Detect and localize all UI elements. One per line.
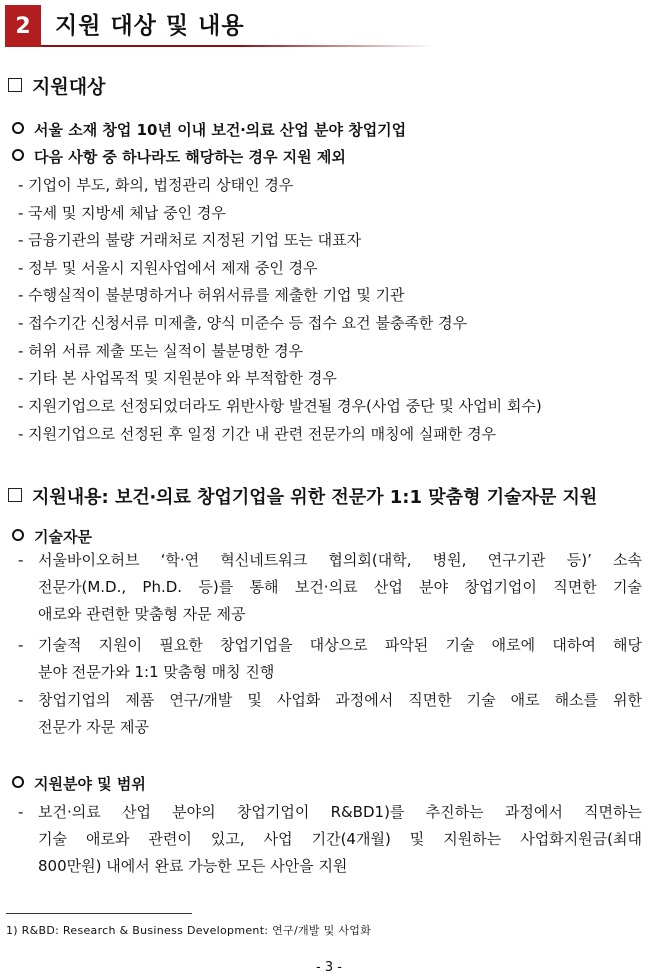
- advice-paragraph: [38, 687, 642, 741]
- page-number: - 3 -: [316, 960, 342, 975]
- header-underline: [41, 45, 435, 47]
- heading-target-text: 지원대상: [32, 76, 106, 98]
- footnote: 1) R&BD: Research & Business Development: 연구/개발 및 사업화: [6, 924, 372, 937]
- exclusion-item: - 접수기간 신청서류 미제출, 양식 미준수 등 접수 요건 불충족한 경우: [18, 314, 468, 332]
- dash-marker: -: [18, 803, 24, 821]
- paragraph-line: 전문가(M.D., Ph.D. 등)를 통해 보건‧의료 산업 분야 창업기업이 직면한 기술: [38, 578, 642, 596]
- sub-item-excluded: [12, 146, 346, 167]
- paragraph-line: 기술 애로와 관련이 있고, 사업 기간(4개월) 및 지원하는 사업화지원금(최대: [38, 830, 642, 848]
- paragraph-line: 창업기업의 제품 연구/개발 및 사업화 과정에서 직면한 기술 애로 해소를 위한: [38, 691, 642, 709]
- paragraph-line: 애로와 관련한 맞춤형 자문 제공: [38, 605, 246, 623]
- exclusion-item: - 기타 본 사업목적 및 지원분야 와 부적합한 경우: [18, 369, 337, 387]
- square-bullet-icon: [8, 78, 22, 92]
- paragraph-line: 서울바이오허브 ‘학‧연 혁신네트워크 협의회(대학, 병원, 연구기관 등)’ 소속: [38, 551, 642, 569]
- heading-content: [8, 483, 597, 509]
- dash-marker: -: [18, 636, 24, 654]
- dash-marker: -: [18, 551, 24, 569]
- section-title: 지원 대상 및 내용: [55, 13, 245, 39]
- exclusion-item: - 허위 서류 제출 또는 실적이 불분명한 경우: [18, 342, 304, 360]
- exclusion-item: - 지원기업으로 선정되었더라도 위반사항 발견될 경우(사업 중단 및 사업비 회수): [18, 397, 542, 415]
- sub-item-scope: [12, 773, 146, 794]
- exclusion-item: - 기업이 부도, 화의, 법정관리 상태인 경우: [18, 176, 294, 194]
- paragraph-line: 800만원) 내에서 완료 가능한 모든 사안을 지원: [38, 857, 348, 875]
- exclusion-item: - 국세 및 지방세 체납 중인 경우: [18, 204, 226, 222]
- sub-item-eligible: [12, 119, 406, 140]
- exclusion-item: - 금융기관의 불량 거래처로 지정된 기업 또는 대표자: [18, 231, 362, 249]
- footnote-divider: [6, 913, 192, 914]
- exclusion-item: - 정부 및 서울시 지원사업에서 제재 중인 경우: [18, 259, 318, 277]
- circle-bullet-icon: [12, 149, 24, 161]
- sub-item-tech-advice: [12, 526, 92, 547]
- exclusion-item: - 수행실적이 불분명하거나 허위서류를 제출한 기업 및 기관: [18, 286, 405, 304]
- sub-item-eligible-text: 서울 소재 창업 10년 이내 보건‧의료 산업 분야 창업기업: [34, 121, 407, 139]
- exclusion-item: - 지원기업으로 선정된 후 일정 기간 내 관련 전문가의 매칭에 실패한 경우: [18, 425, 497, 443]
- heading-target: [8, 72, 105, 99]
- dash-marker: -: [18, 691, 24, 709]
- sub-item-excluded-text: 다음 사항 중 하나라도 해당하는 경우 지원 제외: [34, 148, 346, 166]
- paragraph-line: 전문가 자문 제공: [38, 718, 149, 736]
- paragraph-line: 분야 전문가와 1:1 맞춤형 매칭 진행: [38, 663, 275, 681]
- square-bullet-icon: [8, 488, 22, 502]
- scope-paragraph: [38, 799, 642, 880]
- sub-item-tech-advice-text: 기술자문: [34, 528, 92, 546]
- paragraph-line: 기술적 지원이 필요한 창업기업을 대상으로 파악된 기술 애로에 대하여 해당: [38, 636, 642, 654]
- section-header: [5, 5, 435, 47]
- circle-bullet-icon: [12, 122, 24, 134]
- heading-content-text: 지원내용: 보건‧의료 창업기업을 위한 전문가 1:1 맞춤형 기술자문 지원: [32, 487, 598, 508]
- sub-item-scope-text: 지원분야 및 범위: [34, 775, 146, 793]
- advice-paragraph: [38, 547, 642, 628]
- paragraph-line: 보건‧의료 산업 분야의 창업기업이 R&BD1)를 추진하는 과정에서 직면하는: [38, 803, 642, 821]
- section-number: 2: [5, 5, 41, 47]
- circle-bullet-icon: [12, 529, 24, 541]
- advice-paragraph: [38, 632, 642, 686]
- circle-bullet-icon: [12, 776, 24, 788]
